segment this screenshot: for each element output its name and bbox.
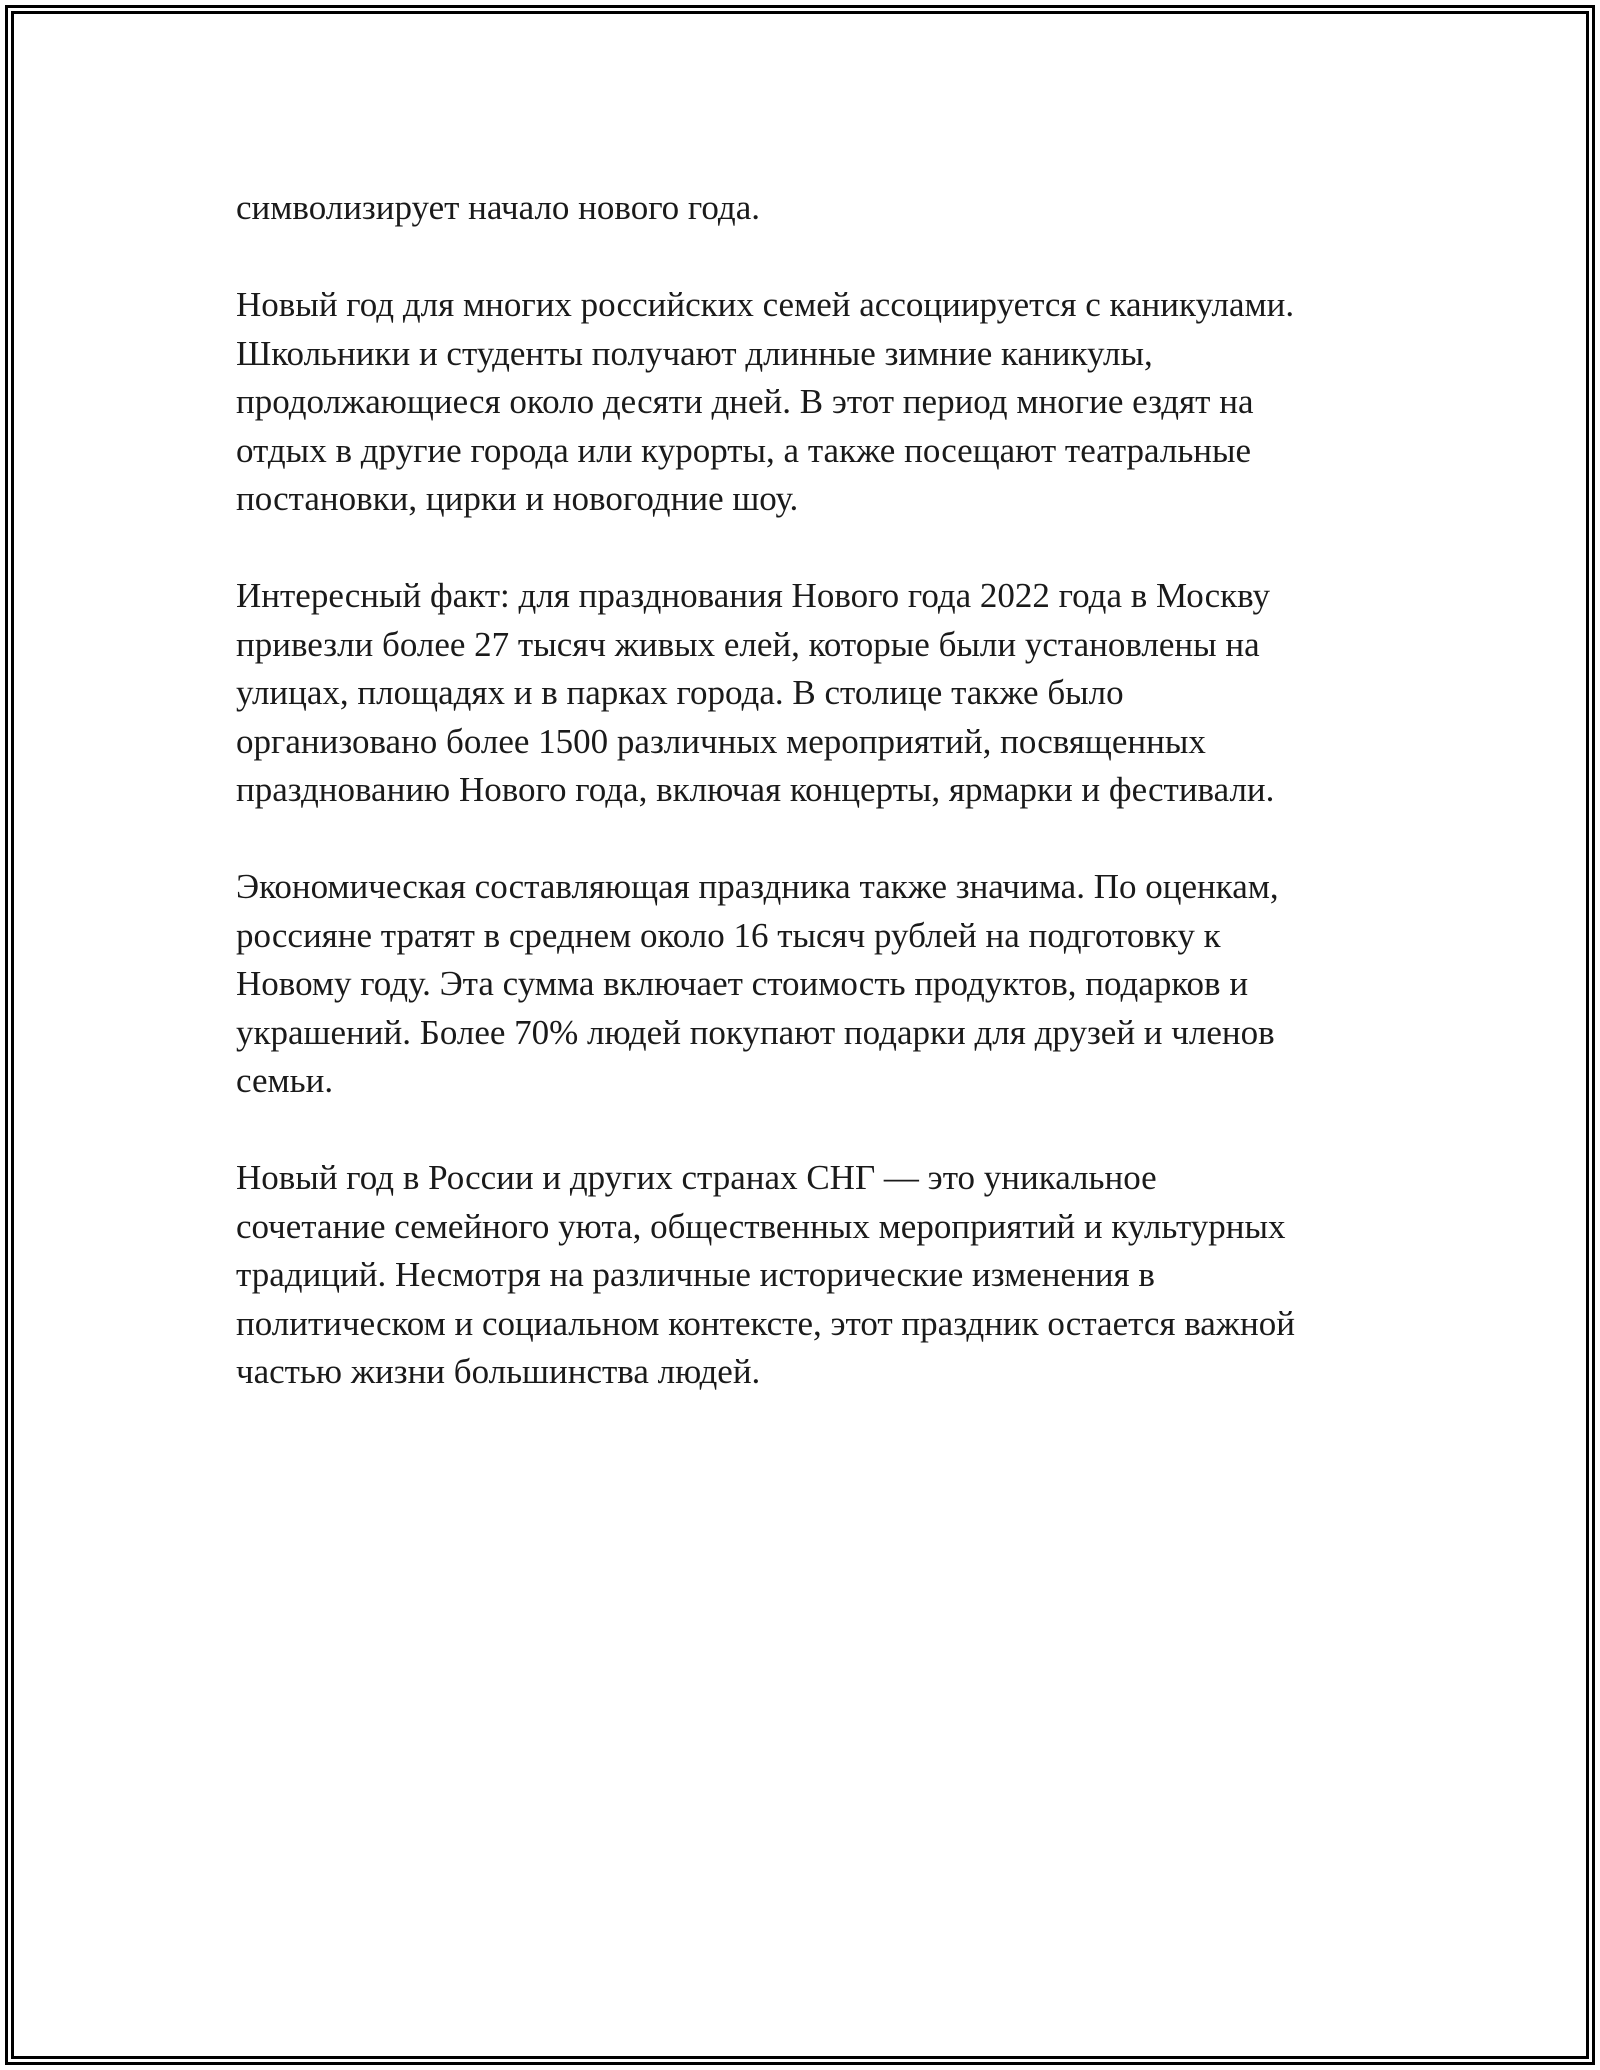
text-line: частью жизни большинства людей. <box>236 1352 761 1391</box>
text-line: отдых в другие города или курорты, а также посещают театральные <box>236 430 1252 470</box>
text-line: россияне тратят в среднем около 16 тысяч рублей на подготовку к <box>236 915 1221 955</box>
document-body <box>236 184 1366 1445</box>
text-line: украшений. Более 70% людей покупают подарки для друзей и членов <box>236 1012 1275 1052</box>
text-line: Новый год для многих российских семей ассоциируется с каникулами. <box>236 285 1295 324</box>
text-line: семьи. <box>236 1061 334 1100</box>
text-line: Экономическая составляющая праздника также значима. По оценкам, <box>236 867 1279 906</box>
text-line: постановки, цирки и новогодние шоу. <box>236 479 799 518</box>
text-line: сочетание семейного уюта, общественных мероприятий и культурных <box>236 1206 1286 1246</box>
text-line: политическом и социальном контексте, этот праздник остается важной <box>236 1303 1295 1343</box>
text-line: улицах, площадях и в парках города. В столице также было <box>236 673 1124 712</box>
paragraph-3 <box>236 572 1366 815</box>
text-line: символизирует начало нового года. <box>236 188 760 227</box>
paragraph-1 <box>236 184 1366 233</box>
text-line: Интересный факт: для празднования Нового года 2022 года в Москву <box>236 576 1271 615</box>
text-line: продолжающиеся около десяти дней. В этот период многие ездят на <box>236 382 1254 421</box>
text-line: организовано более 1500 различных мероприятий, посвященных <box>236 721 1206 761</box>
paragraph-2 <box>236 281 1366 524</box>
text-line: Школьники и студенты получают длинные зимние каникулы, <box>236 333 1153 373</box>
text-line: Новому году. Эта сумма включает стоимость продуктов, подарков и <box>236 964 1249 1003</box>
text-line: привезли более 27 тысяч живых елей, которые были установлены на <box>236 624 1260 664</box>
paragraph-5 <box>236 1154 1366 1397</box>
text-line: традиций. Несмотря на различные исторические изменения в <box>236 1255 1155 1294</box>
text-line: празднованию Нового года, включая концерты, ярмарки и фестивали. <box>236 770 1275 809</box>
paragraph-4 <box>236 863 1366 1106</box>
text-line: Новый год в России и других странах СНГ — это уникальное <box>236 1158 1157 1197</box>
